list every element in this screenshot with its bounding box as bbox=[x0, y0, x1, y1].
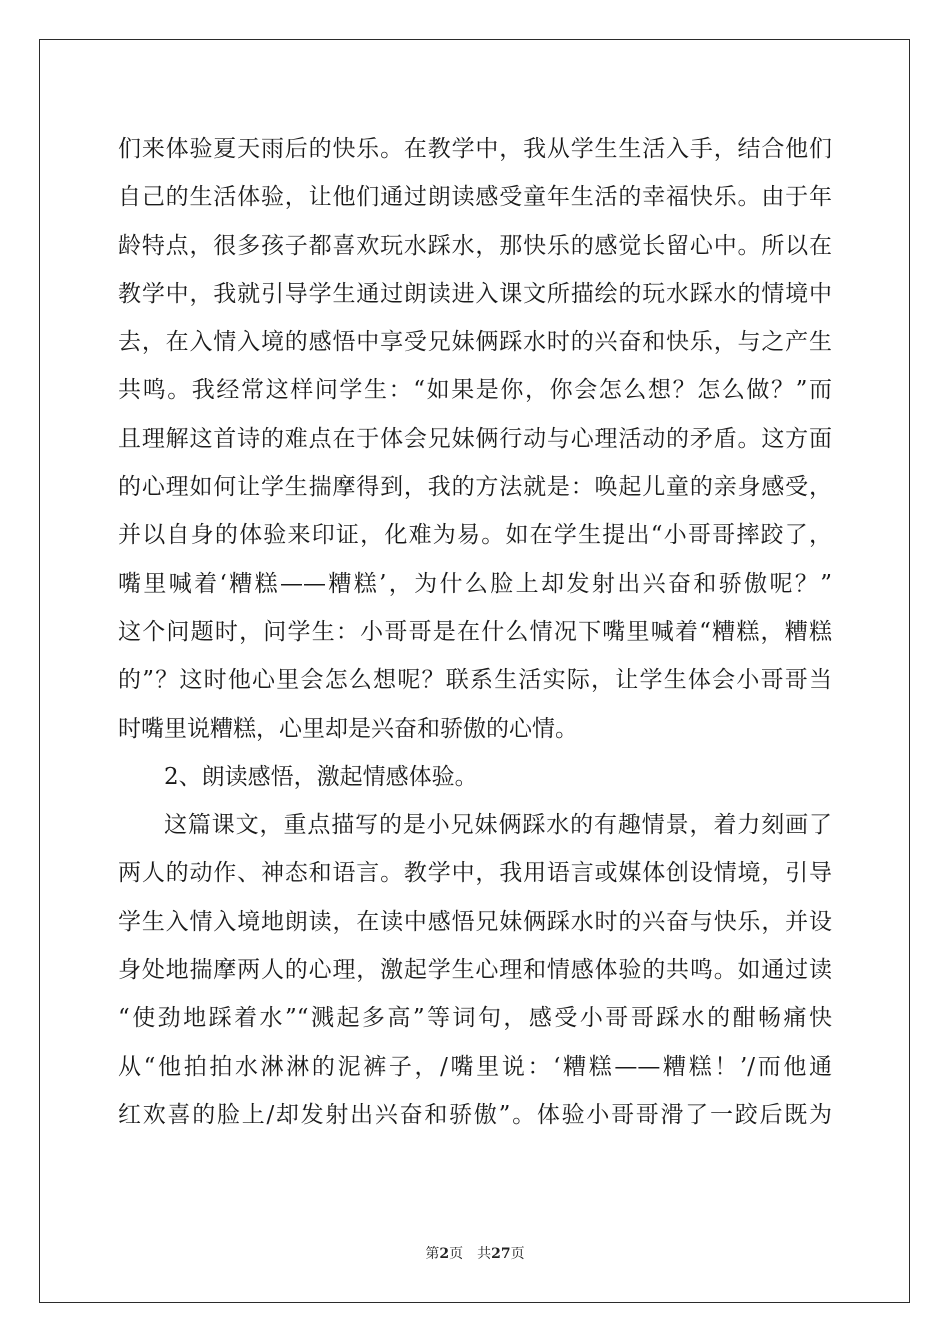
total-prefix: 共 bbox=[477, 1246, 492, 1262]
text-line: 教学中，我就引导学生通过朗读进入课文所描绘的玩水踩水的情境中 bbox=[118, 280, 832, 307]
section-heading: 2、朗读感悟，激起情感体验。 bbox=[164, 763, 478, 790]
text-line: 共鸣。我经常这样问学生：“如果是你，你会怎么想？怎么做？”而 bbox=[118, 377, 832, 404]
text-line: 去，在入情入境的感悟中享受兄妹俩踩水时的兴奋和快乐，与之产生 bbox=[118, 329, 832, 356]
text-line: 从“他拍拍水淋淋的泥裤子，/嘴里说：‘糟糕——糟糕！’/而他通 bbox=[118, 1053, 832, 1080]
page-suffix: 页 bbox=[449, 1246, 464, 1262]
text-line: 的”？这时他心里会怎么想呢？联系生活实际，让学生体会小哥哥当 bbox=[118, 667, 832, 694]
text-line: “使劲地踩着水”“溅起多高”等词句，感受小哥哥踩水的酣畅痛快 bbox=[118, 1005, 832, 1032]
page-prefix: 第 bbox=[425, 1246, 440, 1262]
total-suffix: 页 bbox=[510, 1246, 525, 1262]
text-line: 这个问题时，问学生：小哥哥是在什么情况下嘴里喊着“糟糕，糟糕 bbox=[118, 618, 832, 645]
text-line: 嘴里喊着‘糟糕——糟糕’，为什么脸上却发射出兴奋和骄傲呢？” bbox=[118, 570, 832, 597]
text-line: 且理解这首诗的难点在于体会兄妹俩行动与心理活动的矛盾。这方面 bbox=[118, 425, 832, 452]
text-line: 这篇课文，重点描写的是小兄妹俩踩水的有趣情景，着力刻画了 bbox=[164, 812, 832, 839]
text-line: 们来体验夏天雨后的快乐。在教学中，我从学生生活入手，结合他们 bbox=[118, 136, 832, 162]
text-line: 学生入情入境地朗读，在读中感悟兄妹俩踩水时的兴奋与快乐，并设 bbox=[118, 908, 832, 935]
text-line: 两人的动作、神态和语言。教学中，我用语言或媒体创设情境，引导 bbox=[118, 860, 832, 887]
page-number: 2 bbox=[439, 1246, 450, 1262]
text-line: 的心理如何让学生揣摩得到，我的方法就是：唤起儿童的亲身感受， bbox=[118, 474, 832, 501]
text-line: 自己的生活体验，让他们通过朗读感受童年生活的幸福快乐。由于年 bbox=[118, 184, 832, 211]
text-line: 时嘴里说糟糕，心里却是兴奋和骄傲的心情。 bbox=[118, 715, 578, 742]
total-pages: 27 bbox=[491, 1246, 511, 1262]
text-line: 身处地揣摩两人的心理，激起学生心理和情感体验的共鸣。如通过读 bbox=[118, 957, 832, 984]
text-line: 红欢喜的脸上/却发射出兴奋和骄傲”。体验小哥哥滑了一跤后既为 bbox=[118, 1101, 832, 1128]
page-footer bbox=[0, 1245, 950, 1263]
text-line: 龄特点，很多孩子都喜欢玩水踩水，那快乐的感觉长留心中。所以在 bbox=[118, 232, 832, 259]
text-line: 并以自身的体验来印证，化难为易。如在学生提出“小哥哥摔跤了， bbox=[118, 522, 832, 549]
document-body bbox=[118, 129, 832, 1143]
